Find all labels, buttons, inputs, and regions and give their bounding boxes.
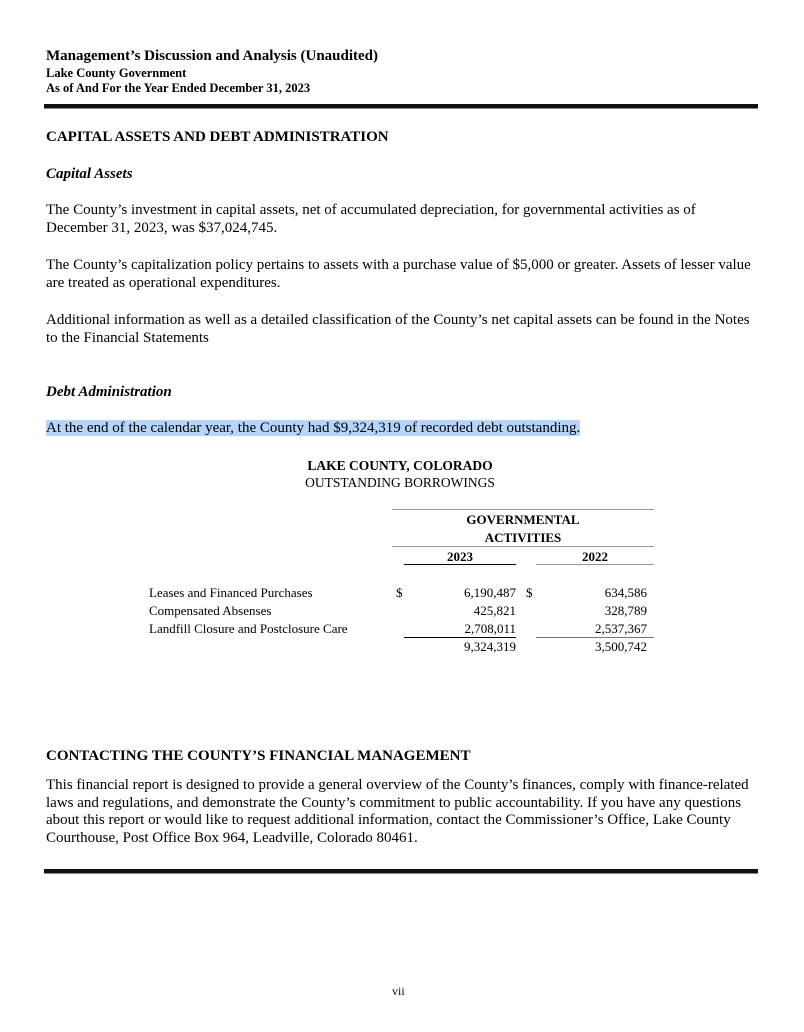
highlighted-text[interactable]: At the end of the calendar year, the County had $9,324,319 of recorded debt outstanding. xyxy=(46,420,581,436)
footer-rule xyxy=(44,869,758,874)
table-rule xyxy=(404,564,516,565)
entity-name: Lake County Government xyxy=(46,66,187,80)
total-rule xyxy=(536,637,654,638)
value-2022: 2,537,367 xyxy=(595,621,647,636)
row-label: Compensated Absenses xyxy=(149,603,272,618)
total-2022: 3,500,742 xyxy=(595,639,647,654)
table-rule xyxy=(536,564,654,565)
col-header-2023: 2023 xyxy=(447,549,473,564)
value-2023: 6,190,487 xyxy=(464,585,516,600)
currency-symbol: $ xyxy=(526,585,533,600)
paragraph: Additional information as well as a detailed classification of the County’s net capital assets can be found in the Notes to the Financial Statements xyxy=(46,312,750,346)
table-title: LAKE COUNTY, COLORADO xyxy=(307,458,493,473)
value-2022: 328,789 xyxy=(604,603,647,618)
table-rule xyxy=(392,509,654,510)
total-rule xyxy=(404,637,516,638)
section-heading: CAPITAL ASSETS AND DEBT ADMINISTRATION xyxy=(46,129,389,145)
group-header: ACTIVITIES xyxy=(484,530,562,545)
report-title: Management’s Discussion and Analysis (Unaudited) xyxy=(46,48,378,64)
contact-heading: CONTACTING THE COUNTY’S FINANCIAL MANAGEMENT xyxy=(46,748,471,764)
value-2023: 2,708,011 xyxy=(464,621,516,636)
row-label: Leases and Financed Purchases xyxy=(149,585,313,600)
col-header-2022: 2022 xyxy=(582,549,608,564)
row-label: Landfill Closure and Postclosure Care xyxy=(149,621,348,636)
page-number: vii xyxy=(392,984,405,998)
currency-symbol: $ xyxy=(396,585,403,600)
value-2022: 634,586 xyxy=(604,585,647,600)
table-rule xyxy=(392,546,654,547)
paragraph: The County’s capitalization policy pertains to assets with a purchase value of $5,000 or greater. Assets of lesser value are treated as operational expenditures. xyxy=(46,257,751,291)
group-header: GOVERNMENTAL xyxy=(466,512,580,527)
table-subtitle: OUTSTANDING BORROWINGS xyxy=(305,475,495,490)
paragraph: The County’s investment in capital assets, net of accumulated depreciation, for governmental activities as of December 31, 2023, was $37,024,745. xyxy=(46,202,696,236)
header-rule xyxy=(44,104,758,109)
report-period: As of And For the Year Ended December 31, 2023 xyxy=(46,81,311,95)
contact-paragraph: This financial report is designed to provide a general overview of the County’s finances, comply with finance-related laws and regulations, and demonstrate the County’s commitment to public accountability. If you have any questions about this report or would like to request additional information, contact the Commissioner’s Office, Lake County Courthouse, Post Office Box 964, Leadville, Colorado 80461. xyxy=(46,777,749,846)
capital-assets-heading: Capital Assets xyxy=(46,166,133,182)
value-2023: 425,821 xyxy=(473,603,516,618)
total-2023: 9,324,319 xyxy=(464,639,516,654)
debt-heading: Debt Administration xyxy=(46,384,172,400)
